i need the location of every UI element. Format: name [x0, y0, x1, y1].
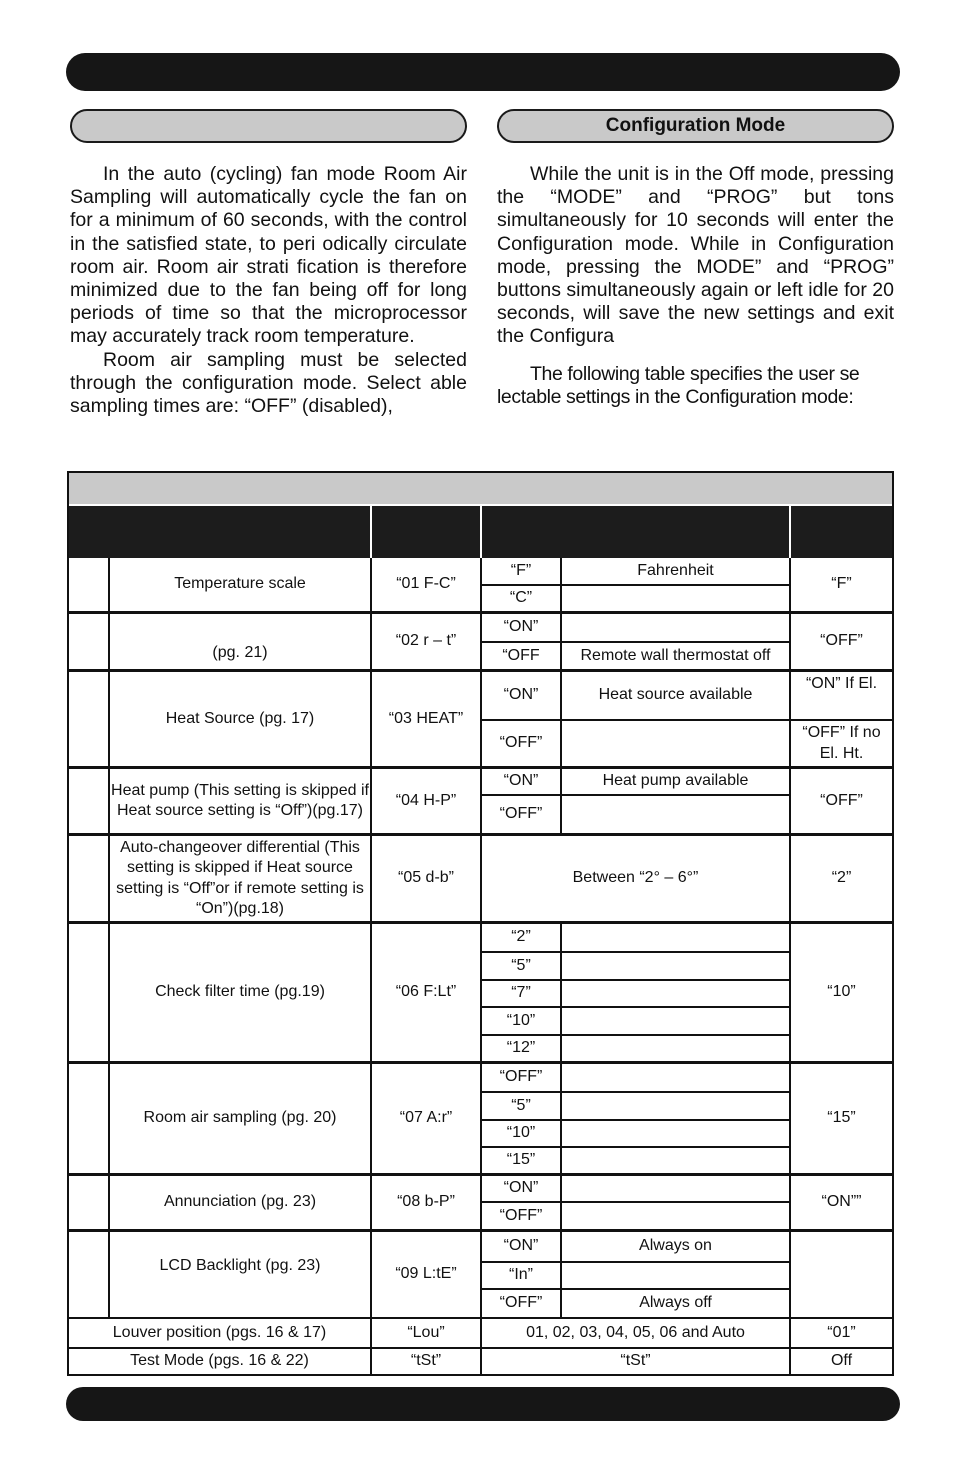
option-value: “C”	[509, 589, 533, 607]
default-cell: “2”	[831, 869, 852, 887]
option-value: “ON”	[503, 1179, 539, 1197]
option-value: “OFF”	[499, 1206, 543, 1224]
option-desc	[562, 1064, 789, 1091]
right-section-title: Configuration Mode	[497, 109, 894, 143]
paragraph: While the unit is in the Off mode, pressing the “MODE” and “PROG” but tons simultaneously for 10 seconds will enter the Configuration mode. While in Configuration mode, pressing the MODE” and “PROG” buttons simultaneously again or left idle for 20 seconds, will save the new settings and exit the Configura	[497, 163, 894, 348]
option-desc	[562, 796, 789, 833]
paragraph: The following table specifies the user se lectable settings in the Configuration mode:	[497, 362, 860, 408]
option-desc	[562, 721, 789, 766]
setting-cell: Temperature scale	[174, 575, 306, 593]
default-cell: “01”	[827, 1323, 856, 1341]
paragraph: In the auto (cycling) fan mode Room Air Sampling will automatically cycle the fan on for a minimum of 60 seconds, with the control in the satisfied state, to peri odically circulate room air. Room air strati fication is therefore minimized due to the fan being off for long periods of time so that the microprocessor may accurately track room temperature.	[70, 163, 467, 348]
option-desc: Always off	[639, 1294, 712, 1312]
code-cell: “03 HEAT”	[388, 709, 464, 727]
option-value: “In”	[509, 1266, 533, 1284]
setting-cell: Auto-changeover differential (This setting is skipped if Heat source setting is “Off”or if remote setting is “On”)(pg.18)	[116, 838, 364, 917]
configuration-table	[67, 471, 894, 1376]
setting-cell: Room air sampling (pg. 20)	[143, 1109, 337, 1127]
option-value: “10”	[506, 1011, 536, 1029]
setting-cell: Louver position (pgs. 16 & 17)	[112, 1323, 327, 1341]
option-value: “5”	[511, 1096, 531, 1114]
option-value: “ON”	[503, 686, 539, 704]
option-value: “10”	[506, 1124, 536, 1142]
option-value: “OFF”	[499, 805, 543, 823]
option-value: “F”	[510, 561, 532, 579]
option-value: “OFF”	[499, 1294, 543, 1312]
left-column-text	[70, 163, 467, 418]
range-cell: “tSt”	[620, 1352, 651, 1370]
option-desc	[562, 1176, 789, 1201]
code-cell: “05 d-b”	[397, 869, 455, 887]
option-desc	[562, 1093, 789, 1119]
option-value: “2”	[511, 928, 531, 946]
range-cell: Between “2° – 6°”	[572, 869, 699, 887]
option-value: “12”	[506, 1039, 536, 1057]
option-value: “OFF”	[499, 1068, 543, 1086]
code-cell: “04 H-P”	[395, 791, 457, 809]
left-section-title	[70, 109, 467, 143]
code-cell: “Lou”	[407, 1323, 445, 1341]
option-desc: Always on	[639, 1237, 712, 1255]
option-desc	[562, 1036, 789, 1061]
code-cell: “08 b-P”	[397, 1193, 455, 1211]
default-cell: “OFF”	[820, 791, 863, 809]
header-divider	[480, 506, 482, 558]
option-desc	[562, 586, 789, 611]
setting-cell: Test Mode (pgs. 16 & 22)	[130, 1352, 309, 1370]
option-value: “ON”	[503, 1237, 539, 1255]
setting-cell: LCD Backlight (pg. 23)	[159, 1256, 321, 1274]
top-header-bar	[66, 53, 900, 91]
option-value: “5”	[511, 956, 531, 974]
setting-cell: Heat Source (pg. 17)	[165, 709, 315, 727]
default-cell: “OFF” If no El. Ht.	[802, 724, 881, 762]
option-desc: Heat pump available	[602, 772, 749, 790]
option-value: “OFF”	[499, 734, 543, 752]
option-desc: Remote wall thermostat off	[580, 646, 771, 664]
default-cell	[791, 1232, 892, 1317]
default-cell: “OFF”	[820, 632, 863, 650]
option-desc	[562, 1263, 789, 1288]
option-desc	[562, 953, 789, 979]
code-cell: “01 F-C”	[396, 575, 456, 593]
right-column-text	[497, 163, 894, 409]
code-cell: “tSt”	[410, 1352, 442, 1370]
setting-cell: Heat pump (This setting is skipped if Heat source setting is “Off”)(pg.17)	[111, 781, 369, 819]
option-desc	[562, 1008, 789, 1034]
setting-cell: Check filter time (pg.19)	[155, 983, 325, 1001]
header-divider	[370, 506, 372, 558]
code-cell: “06 F:Lt”	[395, 983, 457, 1001]
code-cell: “02 r – t”	[395, 632, 457, 650]
default-cell: “ON” If El.	[805, 675, 878, 692]
table-title-bar	[69, 473, 892, 504]
option-value: “15”	[506, 1151, 536, 1169]
option-value: “OFF	[502, 646, 540, 664]
option-desc: Heat source available	[598, 686, 753, 704]
range-cell: 01, 02, 03, 04, 05, 06 and Auto	[526, 1323, 745, 1341]
default-cell: “F”	[831, 575, 852, 593]
default-cell: “15”	[827, 1109, 856, 1127]
option-desc	[562, 1203, 789, 1229]
default-cell: Off	[830, 1352, 853, 1370]
option-desc	[562, 614, 789, 641]
option-value: “7”	[511, 984, 531, 1002]
paragraph: Room air sampling must be selected through the configuration mode. Select able sampling times are: “OFF” (disabled),	[70, 348, 467, 418]
option-value: “ON”	[503, 772, 539, 790]
header-divider	[789, 506, 791, 558]
option-desc	[562, 924, 789, 951]
default-cell: “ON””	[821, 1193, 862, 1211]
bottom-footer-bar	[66, 1387, 900, 1421]
option-desc: Fahrenheit	[637, 561, 714, 579]
option-desc	[562, 981, 789, 1006]
default-cell: “10”	[827, 983, 856, 1001]
setting-cell: Annunciation (pg. 23)	[163, 1193, 317, 1211]
setting-cell: (pg. 21)	[212, 643, 268, 661]
code-cell: “07 A:r”	[399, 1109, 453, 1127]
code-cell: “09 L:tE”	[395, 1265, 457, 1283]
option-desc	[562, 1148, 789, 1173]
option-value: “ON”	[503, 618, 539, 636]
option-desc	[562, 1121, 789, 1146]
